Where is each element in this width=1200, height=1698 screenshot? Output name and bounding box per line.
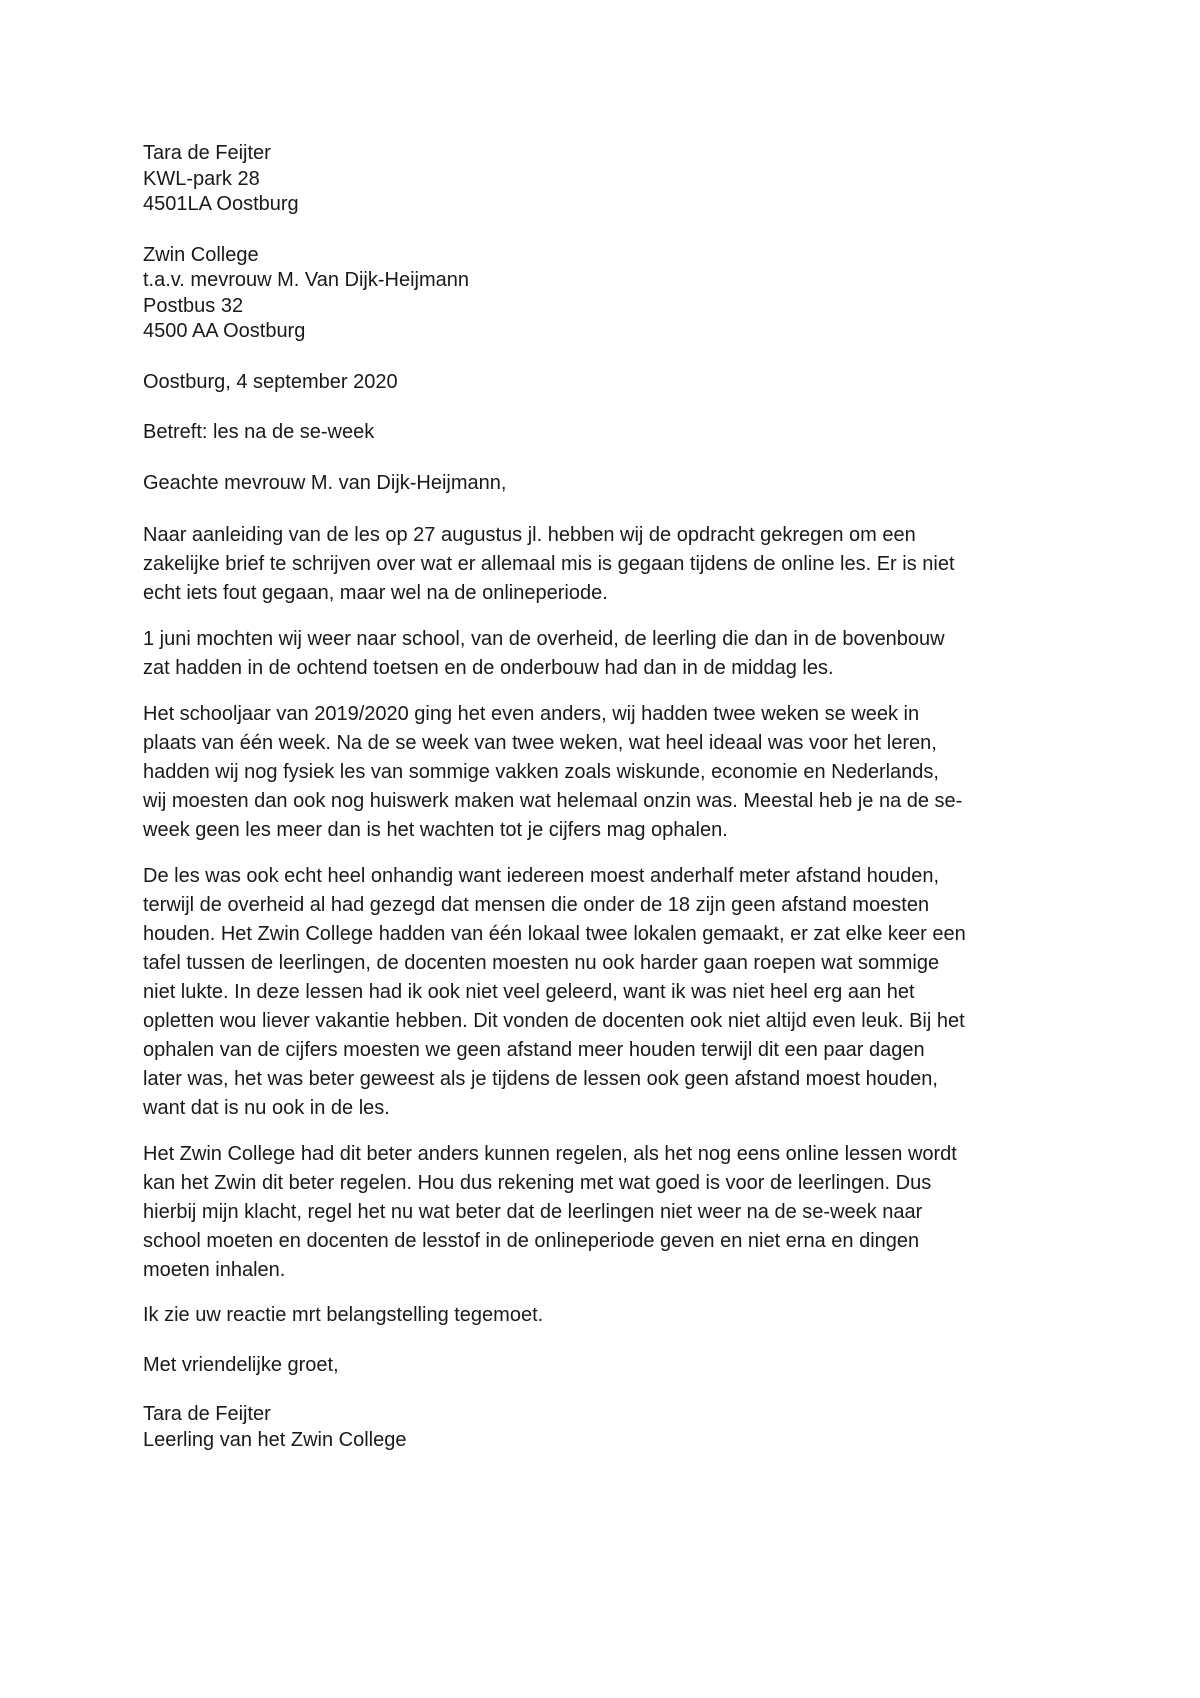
recipient-postbox: Postbus 32 (143, 294, 244, 317)
paragraph-line: wij moesten dan ook nog huiswerk maken wat helemaal onzin was. Meestal heb je na de se- (143, 790, 963, 812)
paragraph-line: zakelijke brief te schrijven over wat er allemaal mis is gegaan tijdens de online les. Er is niet (143, 553, 955, 575)
recipient-org: Zwin College (143, 243, 259, 266)
paragraph-line: niet lukte. In deze lessen had ik ook niet veel geleerd, want ik was niet heel erg aan het (143, 981, 915, 1003)
sender-city: 4501LA Oostburg (143, 193, 299, 215)
recipient-city: 4500 AA Oostburg (143, 320, 306, 342)
paragraph-line: later was, het was beter geweest als je tijdens de lessen ook geen afstand moest houden, (143, 1068, 938, 1090)
paragraph-line: De les was ook echt heel onhandig want iedereen moest anderhalf meter afstand houden, (143, 865, 940, 887)
letter-body (143, 141, 1073, 1453)
paragraph-1 (143, 521, 1073, 608)
paragraph-line: plaats van één week. Na de se week van twee weken, wat heel ideaal was voor het leren, (143, 732, 937, 754)
paragraph-line: kan het Zwin dit beter regelen. Hou dus rekening met wat goed is voor de leerlingen. Dus (143, 1172, 932, 1194)
paragraph-line: zat hadden in de ochtend toetsen en de onderbouw had dan in de middag les. (143, 657, 834, 679)
sender-name: Tara de Feijter (143, 142, 271, 164)
paragraph-line: opletten wou liever vakantie hebben. Dit vonden de docenten ook niet altijd even leuk. Bij het (143, 1010, 965, 1032)
paragraph-line: moeten inhalen. (143, 1259, 286, 1281)
letter-salutation: Geachte mevrouw M. van Dijk-Heijmann, (143, 471, 507, 494)
letter-date: Oostburg, 4 september 2020 (143, 370, 398, 393)
letter-subject: Betreft: les na de se-week (143, 421, 375, 443)
paragraph-line: want dat is nu ook in de les. (143, 1097, 390, 1119)
closing-greeting: Met vriendelijke groet, (143, 1354, 339, 1376)
paragraph-line: ophalen van de cijfers moesten we geen afstand meer houden terwijl dit een paar dagen (143, 1039, 925, 1061)
sender-address (143, 141, 1073, 218)
paragraph-line: Het Zwin College had dit beter anders kunnen regelen, als het nog eens online lessen wordt (143, 1143, 957, 1165)
recipient-address (143, 243, 1073, 345)
letter-salutation-block (143, 471, 1073, 497)
paragraph-line: week geen les meer dan is het wachten tot je cijfers mag ophalen. (143, 819, 728, 841)
paragraph-line: hierbij mijn klacht, regel het nu wat beter dat de leerlingen niet weer na de se-week naar (143, 1201, 923, 1223)
sender-street: KWL-park 28 (143, 167, 260, 190)
paragraph-line: echt iets fout gegaan, maar wel na de onlineperiode. (143, 582, 608, 604)
paragraph-3 (143, 700, 1073, 845)
paragraph-line: 1 juni mochten wij weer naar school, van de overheid, de leerling die dan in de bovenbouw (143, 628, 945, 650)
signature-block (143, 1402, 1073, 1453)
paragraph-line: Naar aanleiding van de les op 27 augustus jl. hebben wij de opdracht gekregen om een (143, 524, 916, 546)
paragraph-line: school moeten en docenten de lesstof in de onlineperiode geven en niet erna en dingen (143, 1230, 920, 1252)
paragraph-line: houden. Het Zwin College hadden van één lokaal twee lokalen gemaakt, er zat elke keer een (143, 923, 966, 945)
paragraph-5 (143, 1140, 1073, 1285)
paragraph-line: hadden wij nog fysiek les van sommige vakken zoals wiskunde, economie en Nederlands, (143, 761, 939, 783)
signature-name: Tara de Feijter (143, 1403, 271, 1425)
closing-sentence: Ik zie uw reactie mrt belangstelling tegemoet. (143, 1304, 544, 1326)
signature-title: Leerling van het Zwin College (143, 1428, 407, 1451)
paragraph-2 (143, 625, 1073, 683)
letter-subject-block (143, 420, 1073, 446)
paragraph-line: Het schooljaar van 2019/2020 ging het even anders, wij hadden twee weken se week in (143, 703, 920, 725)
letter-date-block (143, 370, 1073, 396)
paragraph-4 (143, 862, 1073, 1123)
paragraph-line: terwijl de overheid al had gezegd dat mensen die onder de 18 zijn geen afstand moesten (143, 894, 930, 916)
recipient-attention: t.a.v. mevrouw M. Van Dijk-Heijmann (143, 269, 470, 291)
paragraph-line: tafel tussen de leerlingen, de docenten moesten nu ook harder gaan roepen wat sommige (143, 952, 940, 974)
